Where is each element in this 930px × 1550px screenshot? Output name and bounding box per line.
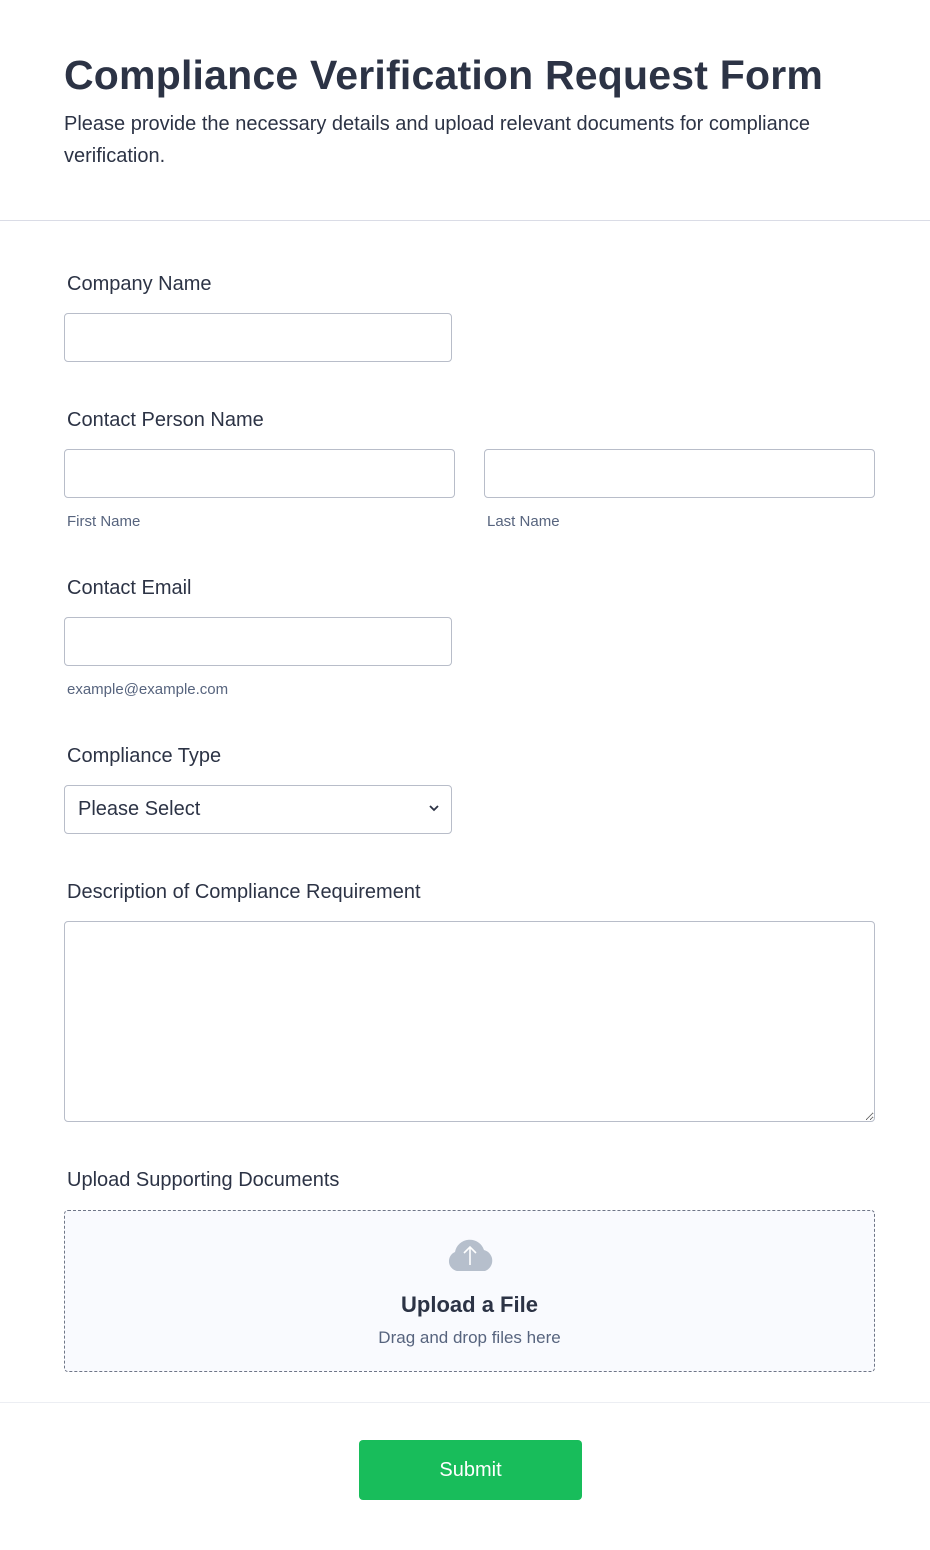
- divider: [0, 220, 930, 221]
- chevron-down-icon: [429, 803, 439, 813]
- select-value: Please Select: [78, 798, 201, 820]
- compliance-type-select[interactable]: [64, 785, 452, 834]
- upload-hint: Drag and drop files here: [378, 1328, 561, 1347]
- email-input[interactable]: [64, 617, 452, 666]
- cloud-upload-icon: [445, 1237, 495, 1273]
- compliance-type-label: Compliance Type: [67, 745, 222, 767]
- upload-title: Upload a File: [401, 1292, 538, 1317]
- description-textarea[interactable]: [64, 921, 875, 1122]
- company-name-input[interactable]: [64, 313, 452, 362]
- description-label: Description of Compliance Requirement: [67, 881, 421, 903]
- page-title: Compliance Verification Request Form: [64, 52, 824, 98]
- contact-person-label: Contact Person Name: [67, 409, 264, 431]
- first-name-sublabel: First Name: [67, 513, 141, 530]
- contact-email-label: Contact Email: [67, 577, 192, 599]
- last-name-sublabel: Last Name: [487, 513, 560, 530]
- upload-label: Upload Supporting Documents: [67, 1169, 340, 1191]
- company-name-label: Company Name: [67, 273, 212, 295]
- divider: [0, 1402, 930, 1403]
- page-subtitle: Please provide the necessary details and upload relevant documents for compliance verification.: [64, 113, 810, 167]
- submit-button[interactable]: Submit: [359, 1440, 582, 1500]
- email-sublabel: example@example.com: [67, 681, 229, 698]
- first-name-input[interactable]: [64, 449, 455, 498]
- file-dropzone[interactable]: [64, 1210, 875, 1372]
- last-name-input[interactable]: [484, 449, 875, 498]
